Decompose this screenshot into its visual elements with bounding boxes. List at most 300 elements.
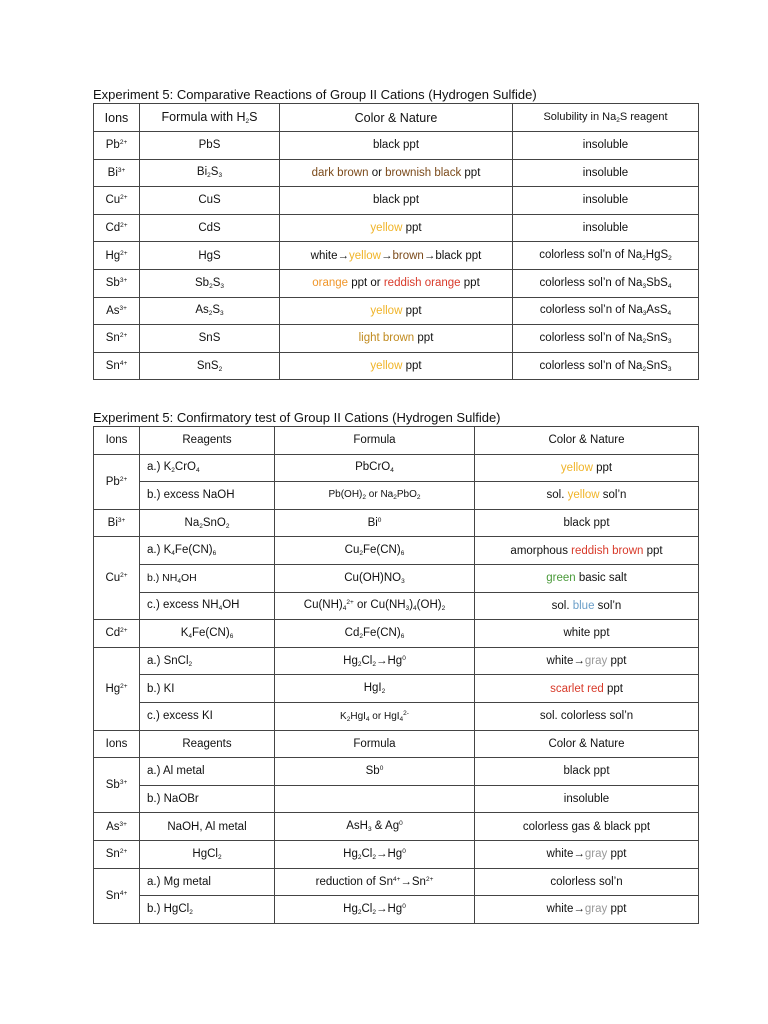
text-segment: 3	[642, 310, 647, 318]
text-segment: 2	[346, 715, 351, 723]
header-reagents: Reagents	[140, 427, 275, 455]
reagent-cell	[140, 785, 275, 813]
formula-cell	[275, 896, 475, 924]
text-segment: 4	[399, 715, 404, 723]
text-segment: 4	[188, 632, 192, 640]
ion-cell	[94, 214, 140, 242]
formula-cell	[140, 352, 280, 380]
text-segment: OH	[180, 571, 197, 584]
formula-cell	[275, 813, 475, 841]
text-segment: 0	[402, 847, 406, 855]
text-segment: ppt	[460, 277, 480, 290]
text-segment: 2	[642, 255, 646, 263]
text-segment: Bi	[107, 166, 118, 179]
solubility-cell	[513, 269, 699, 297]
text-segment: 2	[357, 853, 362, 861]
ion-cell	[94, 269, 140, 297]
formula-cell	[275, 482, 475, 510]
text-segment: brown	[392, 249, 424, 262]
text-segment: 3+	[119, 820, 127, 828]
text-segment: reddish orange	[383, 277, 461, 290]
header-color-nature: Color & Nature	[475, 427, 699, 455]
text-segment: →Hg	[376, 847, 403, 860]
text-segment: 2	[393, 494, 397, 502]
text-segment: 3+	[119, 277, 128, 285]
header-ions: Ions	[94, 730, 140, 758]
text-segment: 4	[390, 467, 394, 475]
text-segment: 3	[367, 826, 372, 834]
table-row	[94, 647, 699, 675]
text-segment: SbS	[646, 276, 668, 289]
text-segment: Sb	[105, 779, 120, 792]
ion-cell	[94, 509, 140, 537]
text-segment: white ppt	[563, 627, 610, 640]
reagent-cell	[140, 509, 275, 537]
text-segment: 3	[220, 310, 224, 318]
reagent-cell	[140, 620, 275, 648]
text-segment: Cl	[361, 654, 373, 667]
color-nature-cell	[475, 537, 699, 565]
text-segment: As	[106, 304, 120, 317]
formula-cell	[275, 840, 475, 868]
table-row	[94, 620, 699, 648]
text-segment: Cu	[105, 194, 121, 207]
text-segment: Cu	[105, 572, 121, 585]
text-segment: 4+	[119, 889, 128, 897]
text-segment: basic salt	[575, 572, 627, 585]
text-segment: →Sn	[400, 875, 426, 888]
text-segment: S	[212, 276, 221, 289]
solubility-cell	[513, 159, 699, 187]
comparative-reactions-body	[94, 104, 699, 380]
formula-cell	[275, 592, 475, 620]
text-segment: 0	[399, 820, 403, 828]
reagent-cell	[140, 758, 275, 786]
text-segment: Cu	[344, 544, 360, 557]
text-segment: 2	[372, 853, 376, 861]
reagent-cell	[140, 564, 275, 592]
text-segment: Cu(OH)NO	[344, 571, 402, 584]
ion-cell	[94, 758, 140, 813]
color-nature-cell	[280, 352, 513, 380]
text-segment: 4	[218, 605, 223, 613]
text-segment: →black ppt	[423, 249, 482, 262]
text-segment: or Cu(NH	[353, 599, 406, 612]
formula-cell	[140, 242, 280, 270]
text-segment: 2	[199, 522, 203, 530]
table-row	[94, 813, 699, 841]
text-segment: b.) NaOBr	[147, 793, 199, 806]
formula-cell	[275, 758, 475, 786]
text-segment: insoluble	[563, 793, 610, 806]
text-segment: 2	[189, 908, 193, 916]
reagent-cell	[140, 592, 275, 620]
table-row	[94, 187, 699, 215]
color-nature-cell	[280, 297, 513, 325]
ion-cell	[94, 325, 140, 353]
text-segment: SnS	[646, 359, 668, 372]
text-segment: Sn	[105, 360, 120, 373]
text-segment: 4	[413, 605, 417, 613]
text-segment: HgS	[645, 249, 669, 262]
confirmatory-test-body	[94, 427, 699, 924]
table-row	[94, 214, 699, 242]
text-segment: black ppt	[372, 139, 420, 152]
text-segment: Sn	[105, 332, 120, 345]
text-segment: 2	[372, 908, 376, 916]
color-nature-cell	[280, 159, 513, 187]
reagent-cell	[140, 537, 275, 565]
text-segment: →Hg	[376, 654, 403, 667]
text-segment: 2+	[346, 599, 354, 607]
text-segment: HgCl	[192, 847, 218, 860]
text-segment: 2	[225, 522, 230, 530]
text-segment: b.) NH	[147, 571, 178, 584]
text-segment: 3+	[119, 304, 127, 312]
formula-cell	[140, 214, 280, 242]
text-segment: orange	[312, 277, 349, 290]
table-row	[94, 896, 699, 924]
text-segment: Hg	[343, 847, 358, 860]
formula-cell	[140, 187, 280, 215]
text-segment: Sb	[365, 765, 380, 778]
ion-cell	[94, 454, 140, 509]
table-row	[94, 482, 699, 510]
text-segment: 3	[401, 577, 405, 585]
text-segment: 2	[207, 172, 211, 180]
text-segment: Pb	[105, 139, 120, 152]
table-row	[94, 758, 699, 786]
solubility-cell	[513, 132, 699, 160]
table-header-row	[94, 730, 699, 758]
text-segment: white→	[546, 903, 585, 916]
text-segment: K	[340, 710, 347, 722]
formula-cell	[275, 702, 475, 730]
text-segment: colorless sol’n	[550, 875, 623, 888]
text-segment: HgS	[198, 249, 221, 262]
text-segment: Cl	[361, 847, 373, 860]
text-segment: 4	[365, 715, 370, 723]
text-segment: or	[368, 166, 386, 179]
text-segment: a.) Al metal	[147, 765, 205, 778]
text-segment: 2	[208, 310, 213, 318]
text-segment: 3	[667, 337, 672, 345]
solubility-cell	[513, 352, 699, 380]
text-segment: 4	[171, 550, 175, 558]
text-segment: scarlet red	[550, 682, 604, 695]
text-segment: Solubility in Na	[543, 111, 617, 123]
solubility-cell	[513, 325, 699, 353]
text-segment: 3	[218, 172, 223, 180]
text-segment: Hg	[343, 902, 358, 915]
color-nature-cell	[280, 269, 513, 297]
text-segment: Hg	[105, 249, 121, 262]
text-segment: Cl	[361, 902, 373, 915]
reagent-cell	[140, 647, 275, 675]
solubility-cell	[513, 297, 699, 325]
text-segment: 4+	[119, 360, 128, 368]
text-segment: ppt or	[348, 277, 384, 290]
text-segment: Cd	[344, 626, 360, 639]
table-row	[94, 325, 699, 353]
text-segment: 2	[245, 118, 250, 125]
text-segment: & Ag	[371, 820, 400, 833]
text-segment: yellow	[370, 360, 403, 373]
text-segment: 3	[642, 282, 647, 290]
ion-cell	[94, 159, 140, 187]
text-segment: Color & Nature	[354, 110, 438, 125]
text-segment: 3+	[117, 517, 126, 525]
text-segment: c.) excess NH	[147, 599, 219, 612]
text-segment: (OH)	[416, 599, 442, 612]
text-segment: b.) excess NaOH	[147, 489, 235, 502]
reagent-cell	[140, 813, 275, 841]
text-segment: yellow	[370, 304, 403, 317]
table-row	[94, 564, 699, 592]
text-segment: S	[212, 304, 221, 317]
text-segment: ppt	[414, 332, 434, 345]
text-segment: ppt	[461, 166, 481, 179]
reagent-cell	[140, 702, 275, 730]
text-segment: a.) SnCl	[147, 654, 189, 667]
text-segment: reddish brown	[571, 544, 644, 557]
table-row	[94, 242, 699, 270]
ion-cell	[94, 242, 140, 270]
text-segment: 4	[667, 282, 672, 290]
text-segment: Fe(CN)	[191, 626, 230, 639]
text-segment: As	[106, 820, 120, 833]
text-segment: 2	[357, 660, 362, 668]
text-segment: 3+	[119, 779, 128, 787]
text-segment: 3	[405, 605, 410, 613]
text-segment: insoluble	[582, 139, 629, 152]
text-segment: dark brown	[311, 166, 369, 179]
text-segment: 2	[381, 688, 386, 696]
ion-cell	[94, 187, 140, 215]
text-segment: SnS	[198, 332, 221, 345]
text-segment: or Na	[366, 489, 394, 501]
text-segment: yellow	[560, 461, 593, 474]
text-segment: insoluble	[582, 222, 629, 235]
text-segment: 2+	[119, 332, 128, 340]
text-segment: 6	[400, 632, 405, 640]
text-segment: 4+	[392, 875, 401, 883]
text-segment: green	[546, 572, 576, 585]
text-segment: 4	[667, 310, 672, 318]
text-segment: ppt	[402, 304, 422, 317]
text-segment: amorphous	[510, 544, 572, 557]
text-segment: PbO	[396, 489, 417, 501]
text-segment: 4	[342, 605, 347, 613]
text-segment: S	[210, 166, 219, 179]
table-row	[94, 537, 699, 565]
text-segment: a.) K	[147, 544, 172, 557]
text-segment: 2+	[120, 572, 128, 580]
text-segment: 2	[416, 494, 421, 502]
text-segment: insoluble	[582, 166, 629, 179]
reagent-cell	[140, 868, 275, 896]
comparative-reactions-title: Experiment 5: Comparative Reactions of Group II Cations (Hydrogen Sulfide)	[93, 87, 537, 102]
text-segment: Cd	[105, 222, 121, 235]
text-segment: Fe(CN)	[363, 544, 401, 557]
color-nature-cell	[475, 647, 699, 675]
text-segment: ppt	[603, 682, 623, 695]
header-ions: Ions	[94, 427, 140, 455]
text-segment: 0	[402, 902, 406, 910]
text-segment: 2	[357, 908, 362, 916]
comparative-reactions-table	[93, 103, 699, 380]
table-header-row	[94, 427, 699, 455]
ion-cell	[94, 352, 140, 380]
color-nature-cell	[475, 675, 699, 703]
ion-cell	[94, 840, 140, 868]
ion-cell	[94, 647, 140, 730]
solubility-cell	[513, 214, 699, 242]
text-segment: 0	[377, 517, 382, 525]
text-segment: colorless sol’n of Na	[539, 331, 643, 344]
text-segment: 2+	[119, 475, 128, 483]
formula-cell	[275, 647, 475, 675]
reagent-cell	[140, 482, 275, 510]
color-nature-cell	[475, 785, 699, 813]
ion-cell	[94, 132, 140, 160]
table-row	[94, 352, 699, 380]
text-segment: 3	[220, 282, 224, 290]
text-segment: SnO	[202, 516, 226, 529]
header-formula: Formula	[275, 730, 475, 758]
text-segment: light brown	[358, 332, 415, 345]
text-segment: Ions	[104, 110, 129, 125]
formula-cell	[140, 325, 280, 353]
text-segment: ppt	[607, 848, 627, 861]
text-segment: Sb	[195, 276, 210, 289]
reagent-cell	[140, 675, 275, 703]
text-segment: sol’n	[594, 599, 622, 612]
text-segment: sol.	[551, 599, 573, 612]
formula-cell	[275, 620, 475, 648]
text-segment: ppt	[643, 544, 663, 557]
text-segment: 2	[372, 660, 376, 668]
text-segment: 2-	[403, 709, 409, 717]
text-segment: Cd	[105, 627, 121, 640]
text-segment: colorless sol’n of Na	[539, 304, 643, 317]
text-segment: 2	[188, 660, 193, 668]
text-segment: 2+	[120, 222, 128, 230]
text-segment: AsH	[346, 820, 368, 833]
text-segment: Hg	[343, 654, 358, 667]
formula-cell	[140, 297, 280, 325]
header-formula	[140, 104, 280, 132]
text-segment: 2+	[119, 139, 128, 147]
text-segment: or HgI	[369, 710, 400, 722]
color-nature-cell	[280, 325, 513, 353]
table-row	[94, 785, 699, 813]
text-segment: sol. colorless sol’n	[539, 710, 634, 723]
text-segment: yellow	[349, 249, 381, 262]
text-segment: 2	[668, 255, 672, 263]
reagent-cell	[140, 896, 275, 924]
text-segment: 2	[616, 117, 620, 124]
text-segment: Formula with H	[161, 110, 246, 124]
table-row	[94, 509, 699, 537]
text-segment: 0	[379, 765, 384, 773]
confirmatory-test-title: Experiment 5: Confirmatory test of Group II Cations (Hydrogen Sulfide)	[93, 410, 501, 425]
text-segment: HgI	[363, 682, 382, 695]
text-segment: ppt	[607, 655, 627, 668]
text-segment: K	[180, 626, 189, 639]
text-segment: 2	[359, 550, 363, 558]
text-segment: 2+	[425, 875, 434, 883]
color-nature-cell	[475, 896, 699, 924]
text-segment: Na	[184, 516, 200, 529]
text-segment: 6	[229, 632, 234, 640]
ion-cell	[94, 868, 140, 923]
table-header-row	[94, 104, 699, 132]
text-segment: ppt	[592, 461, 613, 474]
text-segment: PbS	[198, 139, 221, 152]
text-segment: CrO	[174, 461, 197, 474]
table-row	[94, 840, 699, 868]
text-segment: white→	[546, 848, 585, 861]
formula-cell	[275, 537, 475, 565]
formula-cell	[275, 675, 475, 703]
text-segment: ppt	[607, 903, 627, 916]
text-segment: Sn	[105, 848, 120, 861]
text-segment: b.) KI	[147, 682, 175, 695]
ion-cell	[94, 813, 140, 841]
table-row	[94, 454, 699, 482]
text-segment: 2+	[120, 249, 128, 257]
color-nature-cell	[475, 868, 699, 896]
text-segment: Bi	[367, 517, 378, 530]
table-row	[94, 702, 699, 730]
text-segment: Bi	[107, 517, 118, 530]
color-nature-cell	[475, 620, 699, 648]
color-nature-cell	[475, 758, 699, 786]
text-segment: ppt	[402, 360, 422, 373]
text-segment: gray	[584, 655, 608, 668]
text-segment: AsS	[646, 304, 668, 317]
text-segment: 2+	[120, 682, 128, 690]
text-segment: black ppt	[563, 765, 610, 778]
text-segment: CdS	[198, 222, 221, 235]
text-segment: 2	[642, 365, 647, 373]
confirmatory-test-table	[93, 426, 699, 924]
text-segment: As	[195, 304, 209, 317]
header-ions	[94, 104, 140, 132]
text-segment: 2+	[119, 848, 128, 856]
formula-cell	[140, 159, 280, 187]
text-segment: white→	[310, 249, 350, 262]
text-segment: reduction of Sn	[315, 875, 393, 888]
text-segment: S reagent	[619, 111, 668, 123]
text-segment: →Hg	[376, 902, 403, 915]
text-segment: colorless sol’n of Na	[539, 276, 643, 289]
text-segment: yellow	[567, 489, 600, 502]
header-color-nature: Color & Nature	[475, 730, 699, 758]
color-nature-cell	[280, 214, 513, 242]
text-segment: )	[409, 599, 414, 612]
formula-cell	[140, 269, 280, 297]
text-segment: 2	[218, 365, 223, 373]
text-segment: Fe(CN)	[174, 544, 213, 557]
header-formula: Formula	[275, 427, 475, 455]
text-segment: Pb(OH)	[328, 489, 363, 501]
text-segment: insoluble	[582, 194, 629, 207]
ion-cell	[94, 620, 140, 648]
color-nature-cell	[475, 840, 699, 868]
header-solubility	[513, 104, 699, 132]
